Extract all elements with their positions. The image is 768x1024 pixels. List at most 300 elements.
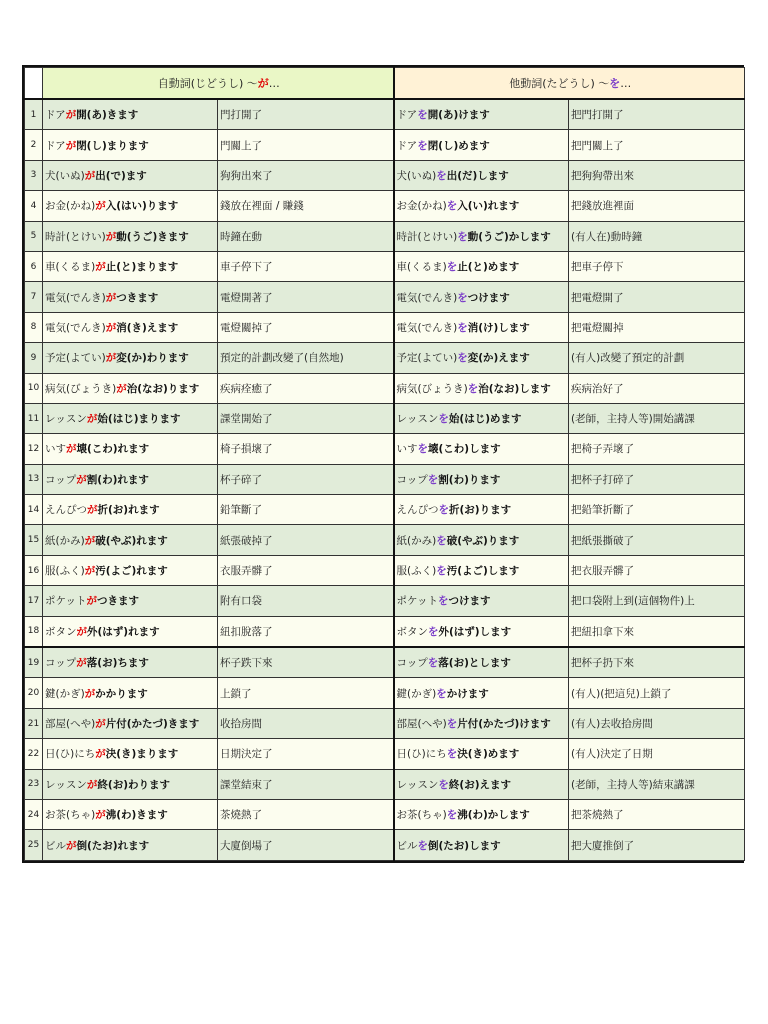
- intransitive-meaning-cell[interactable]: [218, 586, 394, 616]
- intransitive-meaning: 錢放在裡面 / 賺錢: [220, 200, 304, 213]
- intransitive-meaning-cell[interactable]: [218, 616, 394, 647]
- intransitive-cell[interactable]: [43, 525, 218, 555]
- row-number[interactable]: [25, 708, 43, 738]
- table-row: [25, 708, 745, 738]
- intransitive-meaning-cell[interactable]: [218, 678, 394, 708]
- row-number-label: 20: [27, 688, 40, 699]
- transitive-cell[interactable]: [394, 191, 569, 221]
- intransitive-meaning: 衣服弄髒了: [220, 565, 273, 578]
- header-transitive-label: 他動詞(たどうし) ～: [509, 77, 610, 90]
- intransitive-meaning: 車子停下了: [220, 261, 273, 274]
- transitive-meaning: (有人)去收拾房間: [571, 718, 653, 730]
- row-number[interactable]: [25, 495, 43, 525]
- ga-particle: が: [95, 261, 106, 274]
- row-number-label: 10: [27, 383, 40, 394]
- intransitive-cell[interactable]: [43, 221, 218, 251]
- transitive-cell[interactable]: [394, 830, 569, 860]
- transitive-meaning: 把電燈開了: [571, 291, 624, 304]
- row-number[interactable]: [25, 678, 43, 708]
- subject-text: レッスン: [45, 413, 87, 426]
- intransitive-cell[interactable]: [43, 403, 218, 433]
- wo-particle: を: [438, 504, 449, 517]
- intransitive-cell[interactable]: [43, 130, 218, 160]
- subject-text: ドア: [45, 139, 66, 152]
- ga-particle: が: [65, 139, 77, 152]
- intransitive-meaning-cell[interactable]: [218, 373, 394, 403]
- intransitive-meaning-cell[interactable]: [218, 160, 394, 190]
- row-number[interactable]: [25, 312, 43, 342]
- intransitive-meaning-cell[interactable]: [218, 434, 394, 464]
- intransitive-cell[interactable]: [43, 343, 218, 373]
- intransitive-verb: 片付(かたづ)きます: [105, 718, 200, 730]
- wo-particle: を: [446, 261, 458, 274]
- row-number-label: 18: [27, 626, 40, 637]
- wo-particle: を: [438, 778, 449, 791]
- row-number[interactable]: [25, 282, 43, 312]
- table-row: [25, 739, 745, 769]
- intransitive-meaning-cell[interactable]: [218, 830, 394, 860]
- subject-text: 電気(でんき): [45, 321, 106, 334]
- transitive-verb: 始(はじ)めます: [448, 413, 522, 426]
- intransitive-cell[interactable]: [43, 708, 218, 738]
- wo-particle: を: [427, 473, 439, 486]
- intransitive-verb: 出(で)ます: [95, 169, 147, 182]
- table-row: [25, 99, 745, 130]
- transitive-cell[interactable]: [394, 616, 569, 647]
- intransitive-meaning: 椅子損壞了: [220, 443, 273, 456]
- transitive-cell[interactable]: [394, 678, 569, 708]
- object-text: コップ: [396, 473, 428, 486]
- transitive-cell[interactable]: [394, 739, 569, 769]
- wo-particle: を: [417, 839, 428, 852]
- transitive-verb: 割(わ)ります: [438, 473, 501, 486]
- transitive-meaning: 把車子停下: [571, 261, 624, 274]
- transitive-verb: 止(と)めます: [457, 261, 520, 274]
- object-text: 服(ふく): [396, 565, 437, 578]
- transitive-verb: 汚(よご)します: [446, 565, 520, 578]
- transitive-cell[interactable]: [394, 160, 569, 190]
- transitive-meaning-cell[interactable]: [569, 616, 745, 647]
- ga-particle: が: [66, 443, 77, 456]
- transitive-meaning-cell[interactable]: [569, 282, 745, 312]
- transitive-meaning-cell[interactable]: [569, 586, 745, 616]
- intransitive-meaning-cell[interactable]: [218, 708, 394, 738]
- object-text: 犬(いぬ): [396, 169, 437, 182]
- subject-text: 電気(でんき): [45, 291, 106, 304]
- verb-pairs-sheet: [22, 65, 744, 863]
- intransitive-verb: 汚(よご)れます: [95, 565, 168, 578]
- intransitive-meaning: 收拾房間: [220, 718, 262, 730]
- ga-particle: が: [66, 839, 77, 852]
- wo-particle: を: [446, 718, 458, 730]
- intransitive-meaning: 門關上了: [220, 139, 262, 152]
- intransitive-verb: 壊(こわ)れます: [76, 443, 150, 456]
- intransitive-verb: 止(と)まります: [105, 261, 179, 274]
- subject-text: いす: [45, 443, 66, 456]
- transitive-meaning: 把門關上了: [571, 139, 624, 152]
- transitive-cell[interactable]: [394, 251, 569, 281]
- table-row: [25, 495, 745, 525]
- transitive-meaning-cell[interactable]: [569, 343, 745, 373]
- row-number-label: 24: [27, 809, 40, 820]
- transitive-meaning-cell[interactable]: [569, 221, 745, 251]
- transitive-cell[interactable]: [394, 343, 569, 373]
- intransitive-verb: 始(はじ)まります: [97, 413, 181, 426]
- intransitive-cell[interactable]: [43, 282, 218, 312]
- object-text: 電気(でんき): [396, 291, 458, 304]
- intransitive-meaning: 紙張破掉了: [220, 534, 273, 547]
- transitive-meaning-cell[interactable]: [569, 464, 745, 494]
- transitive-meaning: 把紐扣拿下來: [571, 625, 634, 638]
- intransitive-cell[interactable]: [43, 434, 218, 464]
- intransitive-meaning: 附有口袋: [220, 595, 262, 608]
- transitive-meaning-cell[interactable]: [569, 160, 745, 190]
- ga-particle: が: [86, 778, 98, 791]
- intransitive-cell[interactable]: [43, 160, 218, 190]
- transitive-meaning-cell[interactable]: [569, 373, 745, 403]
- transitive-meaning-cell[interactable]: [569, 312, 745, 342]
- transitive-meaning: 把杯子扔下來: [571, 657, 634, 670]
- intransitive-cell[interactable]: [43, 99, 218, 130]
- wo-particle: を: [446, 748, 458, 761]
- table-row: [25, 464, 745, 494]
- intransitive-meaning: 日期決定了: [220, 748, 273, 761]
- intransitive-meaning: 狗狗出來了: [220, 169, 273, 182]
- row-number-label: 21: [27, 718, 40, 729]
- transitive-verb: 倒(たお)します: [428, 839, 501, 852]
- intransitive-cell[interactable]: [43, 555, 218, 585]
- ga-particle: が: [86, 413, 98, 426]
- row-number-label: 8: [30, 322, 37, 333]
- intransitive-meaning-cell[interactable]: [218, 343, 394, 373]
- ga-particle: が: [76, 657, 87, 670]
- row-number-label: 17: [27, 595, 40, 606]
- row-number[interactable]: [25, 130, 43, 160]
- intransitive-cell[interactable]: [43, 739, 218, 769]
- corner-cell[interactable]: [25, 68, 43, 100]
- transitive-meaning-cell[interactable]: [569, 739, 745, 769]
- table-row: [25, 678, 745, 708]
- table-row: [25, 130, 745, 160]
- transitive-verb: 壊(こわ)します: [428, 443, 501, 456]
- intransitive-meaning-cell[interactable]: [218, 769, 394, 799]
- subject-text: 服(ふく): [45, 565, 85, 578]
- intransitive-verb: 外(はず)れます: [87, 625, 160, 638]
- intransitive-verb: 落(お)ちます: [86, 657, 149, 670]
- intransitive-meaning-cell[interactable]: [218, 403, 394, 433]
- row-number[interactable]: [25, 830, 43, 860]
- header-transitive[interactable]: [394, 68, 745, 100]
- row-number-label: 6: [30, 261, 37, 272]
- transitive-cell[interactable]: [394, 130, 569, 160]
- intransitive-meaning-cell[interactable]: [218, 647, 394, 678]
- ga-particle: が: [95, 200, 106, 213]
- intransitive-verb: つきます: [96, 595, 139, 608]
- ga-particle: が: [116, 382, 127, 395]
- row-number-label: 16: [27, 565, 40, 576]
- transitive-verb: 治(なお)します: [478, 382, 551, 395]
- row-number-label: 1: [30, 109, 37, 120]
- intransitive-meaning-cell[interactable]: [218, 495, 394, 525]
- transitive-meaning-cell[interactable]: [569, 403, 745, 433]
- intransitive-cell[interactable]: [43, 678, 218, 708]
- transitive-meaning-cell[interactable]: [569, 769, 745, 799]
- intransitive-verb: 閉(し)まります: [76, 139, 149, 152]
- wo-particle: を: [436, 687, 447, 700]
- intransitive-meaning-cell[interactable]: [218, 221, 394, 251]
- intransitive-meaning-cell[interactable]: [218, 739, 394, 769]
- ga-particle: が: [95, 809, 106, 822]
- object-text: 紙(かみ): [396, 534, 437, 547]
- transitive-cell[interactable]: [394, 586, 569, 616]
- row-number[interactable]: [25, 739, 43, 769]
- transitive-cell[interactable]: [394, 282, 569, 312]
- transitive-cell[interactable]: [394, 99, 569, 130]
- intransitive-verb: 変(か)わります: [116, 352, 189, 365]
- table-row: [25, 830, 745, 860]
- subject-text: 鍵(かぎ): [45, 687, 85, 700]
- object-text: レッスン: [396, 778, 439, 791]
- transitive-cell[interactable]: [394, 525, 569, 555]
- subject-text: お茶(ちゃ): [45, 809, 96, 822]
- intransitive-meaning-cell[interactable]: [218, 464, 394, 494]
- transitive-meaning-cell[interactable]: [569, 555, 745, 585]
- transitive-verb: 外(はず)します: [438, 625, 512, 638]
- transitive-meaning: 把大廈推倒了: [571, 839, 634, 852]
- transitive-cell[interactable]: [394, 555, 569, 585]
- intransitive-meaning-cell[interactable]: [218, 251, 394, 281]
- intransitive-meaning: 課堂結束了: [220, 778, 273, 791]
- ga-particle: が: [95, 748, 106, 761]
- intransitive-meaning: 預定的計劃改變了(自然地): [220, 352, 344, 365]
- ga-particle: が: [76, 625, 87, 638]
- verb-pairs-table: [24, 67, 745, 861]
- intransitive-meaning: 門打開了: [220, 109, 262, 122]
- wo-particle: を: [438, 413, 449, 426]
- wo-particle: を: [457, 230, 468, 243]
- object-text: 車(くるま): [396, 261, 447, 274]
- object-text: お茶(ちゃ): [396, 809, 447, 822]
- subject-text: えんぴつ: [45, 504, 87, 517]
- intransitive-cell[interactable]: [43, 464, 218, 494]
- object-text: いす: [396, 443, 418, 456]
- row-number-label: 19: [27, 657, 40, 668]
- intransitive-verb: 沸(わ)きます: [105, 809, 168, 822]
- intransitive-verb: 動(うご)きます: [116, 230, 189, 243]
- header-row: [25, 68, 745, 100]
- intransitive-meaning-cell[interactable]: [218, 799, 394, 829]
- intransitive-meaning-cell[interactable]: [218, 191, 394, 221]
- header-intransitive-label: 自動詞(じどうし) ～: [157, 77, 258, 90]
- subject-text: ボタン: [45, 625, 77, 638]
- intransitive-cell[interactable]: [43, 191, 218, 221]
- subject-text: 車(くるま): [45, 261, 96, 274]
- row-number-label: 11: [27, 413, 40, 424]
- transitive-meaning-cell[interactable]: [569, 130, 745, 160]
- intransitive-verb: 消(き)えます: [116, 321, 179, 334]
- transitive-verb: 沸(わ)かします: [457, 809, 530, 822]
- intransitive-cell[interactable]: [43, 495, 218, 525]
- subject-text: 部屋(へや): [45, 718, 96, 730]
- wo-particle: を: [417, 443, 428, 456]
- transitive-cell[interactable]: [394, 221, 569, 251]
- row-number[interactable]: [25, 434, 43, 464]
- row-number[interactable]: [25, 799, 43, 829]
- table-row: [25, 616, 745, 647]
- object-text: 病気(びょうき): [396, 382, 468, 395]
- transitive-meaning: (老師，主持人等)開始講課: [571, 413, 695, 426]
- row-number[interactable]: [25, 221, 43, 251]
- intransitive-meaning: 杯子跌下來: [220, 657, 273, 670]
- transitive-cell[interactable]: [394, 434, 569, 464]
- transitive-meaning-cell[interactable]: [569, 830, 745, 860]
- transitive-cell[interactable]: [394, 647, 569, 678]
- wo-particle: を: [457, 291, 468, 304]
- row-number[interactable]: [25, 586, 43, 616]
- table-row: [25, 221, 745, 251]
- table-row: [25, 555, 745, 585]
- transitive-meaning-cell[interactable]: [569, 434, 745, 464]
- row-number[interactable]: [25, 464, 43, 494]
- transitive-meaning: 把錢放進裡面: [571, 200, 634, 213]
- row-number[interactable]: [25, 99, 43, 130]
- transitive-cell[interactable]: [394, 312, 569, 342]
- row-number-label: 12: [27, 443, 40, 454]
- row-number[interactable]: [25, 616, 43, 647]
- transitive-meaning-cell[interactable]: [569, 708, 745, 738]
- row-number[interactable]: [25, 769, 43, 799]
- intransitive-cell[interactable]: [43, 830, 218, 860]
- transitive-cell[interactable]: [394, 708, 569, 738]
- transitive-verb: かけます: [446, 687, 489, 700]
- intransitive-meaning-cell[interactable]: [218, 99, 394, 130]
- intransitive-verb: 入(はい)ります: [105, 200, 179, 213]
- intransitive-cell[interactable]: [43, 616, 218, 647]
- transitive-verb: 消(け)します: [467, 321, 530, 334]
- intransitive-meaning-cell[interactable]: [218, 282, 394, 312]
- intransitive-meaning: 茶燒熱了: [220, 809, 262, 822]
- intransitive-meaning: 紐扣脫落了: [220, 625, 273, 638]
- subject-text: コップ: [45, 473, 77, 486]
- transitive-verb: 決(き)めます: [457, 748, 520, 761]
- row-number-label: 3: [30, 170, 37, 181]
- row-number[interactable]: [25, 555, 43, 585]
- intransitive-meaning-cell[interactable]: [218, 312, 394, 342]
- intransitive-verb: 倒(たお)れます: [76, 839, 150, 852]
- wo-particle: を: [609, 77, 621, 90]
- intransitive-verb: つきます: [116, 291, 159, 304]
- intransitive-meaning-cell[interactable]: [218, 555, 394, 585]
- intransitive-cell[interactable]: [43, 769, 218, 799]
- object-text: 時計(とけい): [396, 230, 458, 243]
- transitive-cell[interactable]: [394, 373, 569, 403]
- table-row: [25, 525, 745, 555]
- transitive-cell[interactable]: [394, 495, 569, 525]
- table-row: [25, 343, 745, 373]
- transitive-meaning-cell[interactable]: [569, 799, 745, 829]
- transitive-cell[interactable]: [394, 799, 569, 829]
- table-row: [25, 373, 745, 403]
- object-text: 電気(でんき): [396, 321, 458, 334]
- header-ellipsis: …: [620, 77, 632, 90]
- row-number[interactable]: [25, 251, 43, 281]
- ga-particle: が: [84, 565, 96, 578]
- row-number-label: 23: [27, 779, 40, 790]
- intransitive-cell[interactable]: [43, 251, 218, 281]
- transitive-meaning: (有人在)動時鐘: [571, 230, 643, 243]
- table-row: [25, 769, 745, 799]
- transitive-cell[interactable]: [394, 769, 569, 799]
- row-number[interactable]: [25, 403, 43, 433]
- transitive-meaning-cell[interactable]: [569, 495, 745, 525]
- transitive-meaning: 把衣服弄髒了: [571, 565, 634, 578]
- intransitive-cell[interactable]: [43, 799, 218, 829]
- object-text: ドア: [396, 139, 418, 152]
- intransitive-verb: 割(わ)れます: [86, 473, 149, 486]
- intransitive-cell[interactable]: [43, 373, 218, 403]
- object-text: ビル: [396, 839, 418, 852]
- intransitive-meaning-cell[interactable]: [218, 525, 394, 555]
- wo-particle: を: [457, 321, 468, 334]
- ga-particle: が: [87, 504, 98, 517]
- wo-particle: を: [437, 595, 449, 608]
- transitive-meaning-cell[interactable]: [569, 678, 745, 708]
- wo-particle: を: [436, 565, 447, 578]
- row-number-label: 5: [30, 231, 37, 242]
- row-number-label: 13: [27, 474, 40, 485]
- transitive-meaning: 把鉛筆折斷了: [571, 504, 634, 517]
- transitive-meaning-cell[interactable]: [569, 191, 745, 221]
- wo-particle: を: [446, 200, 458, 213]
- row-number[interactable]: [25, 343, 43, 373]
- row-number-label: 22: [27, 748, 40, 759]
- row-number[interactable]: [25, 525, 43, 555]
- row-number-label: 4: [30, 200, 37, 211]
- transitive-meaning-cell[interactable]: [569, 251, 745, 281]
- transitive-meaning: (有人)決定了日期: [571, 748, 653, 761]
- transitive-meaning-cell[interactable]: [569, 525, 745, 555]
- ga-particle: が: [86, 595, 97, 608]
- subject-text: レッスン: [45, 778, 87, 791]
- row-number[interactable]: [25, 373, 43, 403]
- intransitive-cell[interactable]: [43, 312, 218, 342]
- transitive-verb: 折(お)ります: [449, 504, 512, 517]
- intransitive-cell[interactable]: [43, 586, 218, 616]
- object-text: レッスン: [396, 413, 439, 426]
- wo-particle: を: [417, 139, 428, 152]
- row-number[interactable]: [25, 191, 43, 221]
- transitive-verb: 終(お)えます: [448, 778, 512, 791]
- transitive-cell[interactable]: [394, 403, 569, 433]
- object-text: ボタン: [396, 625, 428, 638]
- object-text: ポケット: [396, 595, 438, 608]
- transitive-meaning-cell[interactable]: [569, 99, 745, 130]
- object-text: 予定(よてい): [396, 352, 458, 365]
- transitive-cell[interactable]: [394, 464, 569, 494]
- transitive-verb: 破(やぶ)ります: [446, 534, 520, 547]
- transitive-meaning-cell[interactable]: [569, 647, 745, 678]
- ga-particle: が: [76, 473, 87, 486]
- header-intransitive[interactable]: [43, 68, 394, 100]
- intransitive-meaning: 疾病痊癒了: [220, 382, 273, 395]
- row-number-label: 25: [27, 840, 40, 851]
- subject-text: 時計(とけい): [45, 230, 106, 243]
- row-number[interactable]: [25, 160, 43, 190]
- intransitive-meaning-cell[interactable]: [218, 130, 394, 160]
- row-number[interactable]: [25, 647, 43, 678]
- intransitive-cell[interactable]: [43, 647, 218, 678]
- object-text: コップ: [396, 657, 428, 670]
